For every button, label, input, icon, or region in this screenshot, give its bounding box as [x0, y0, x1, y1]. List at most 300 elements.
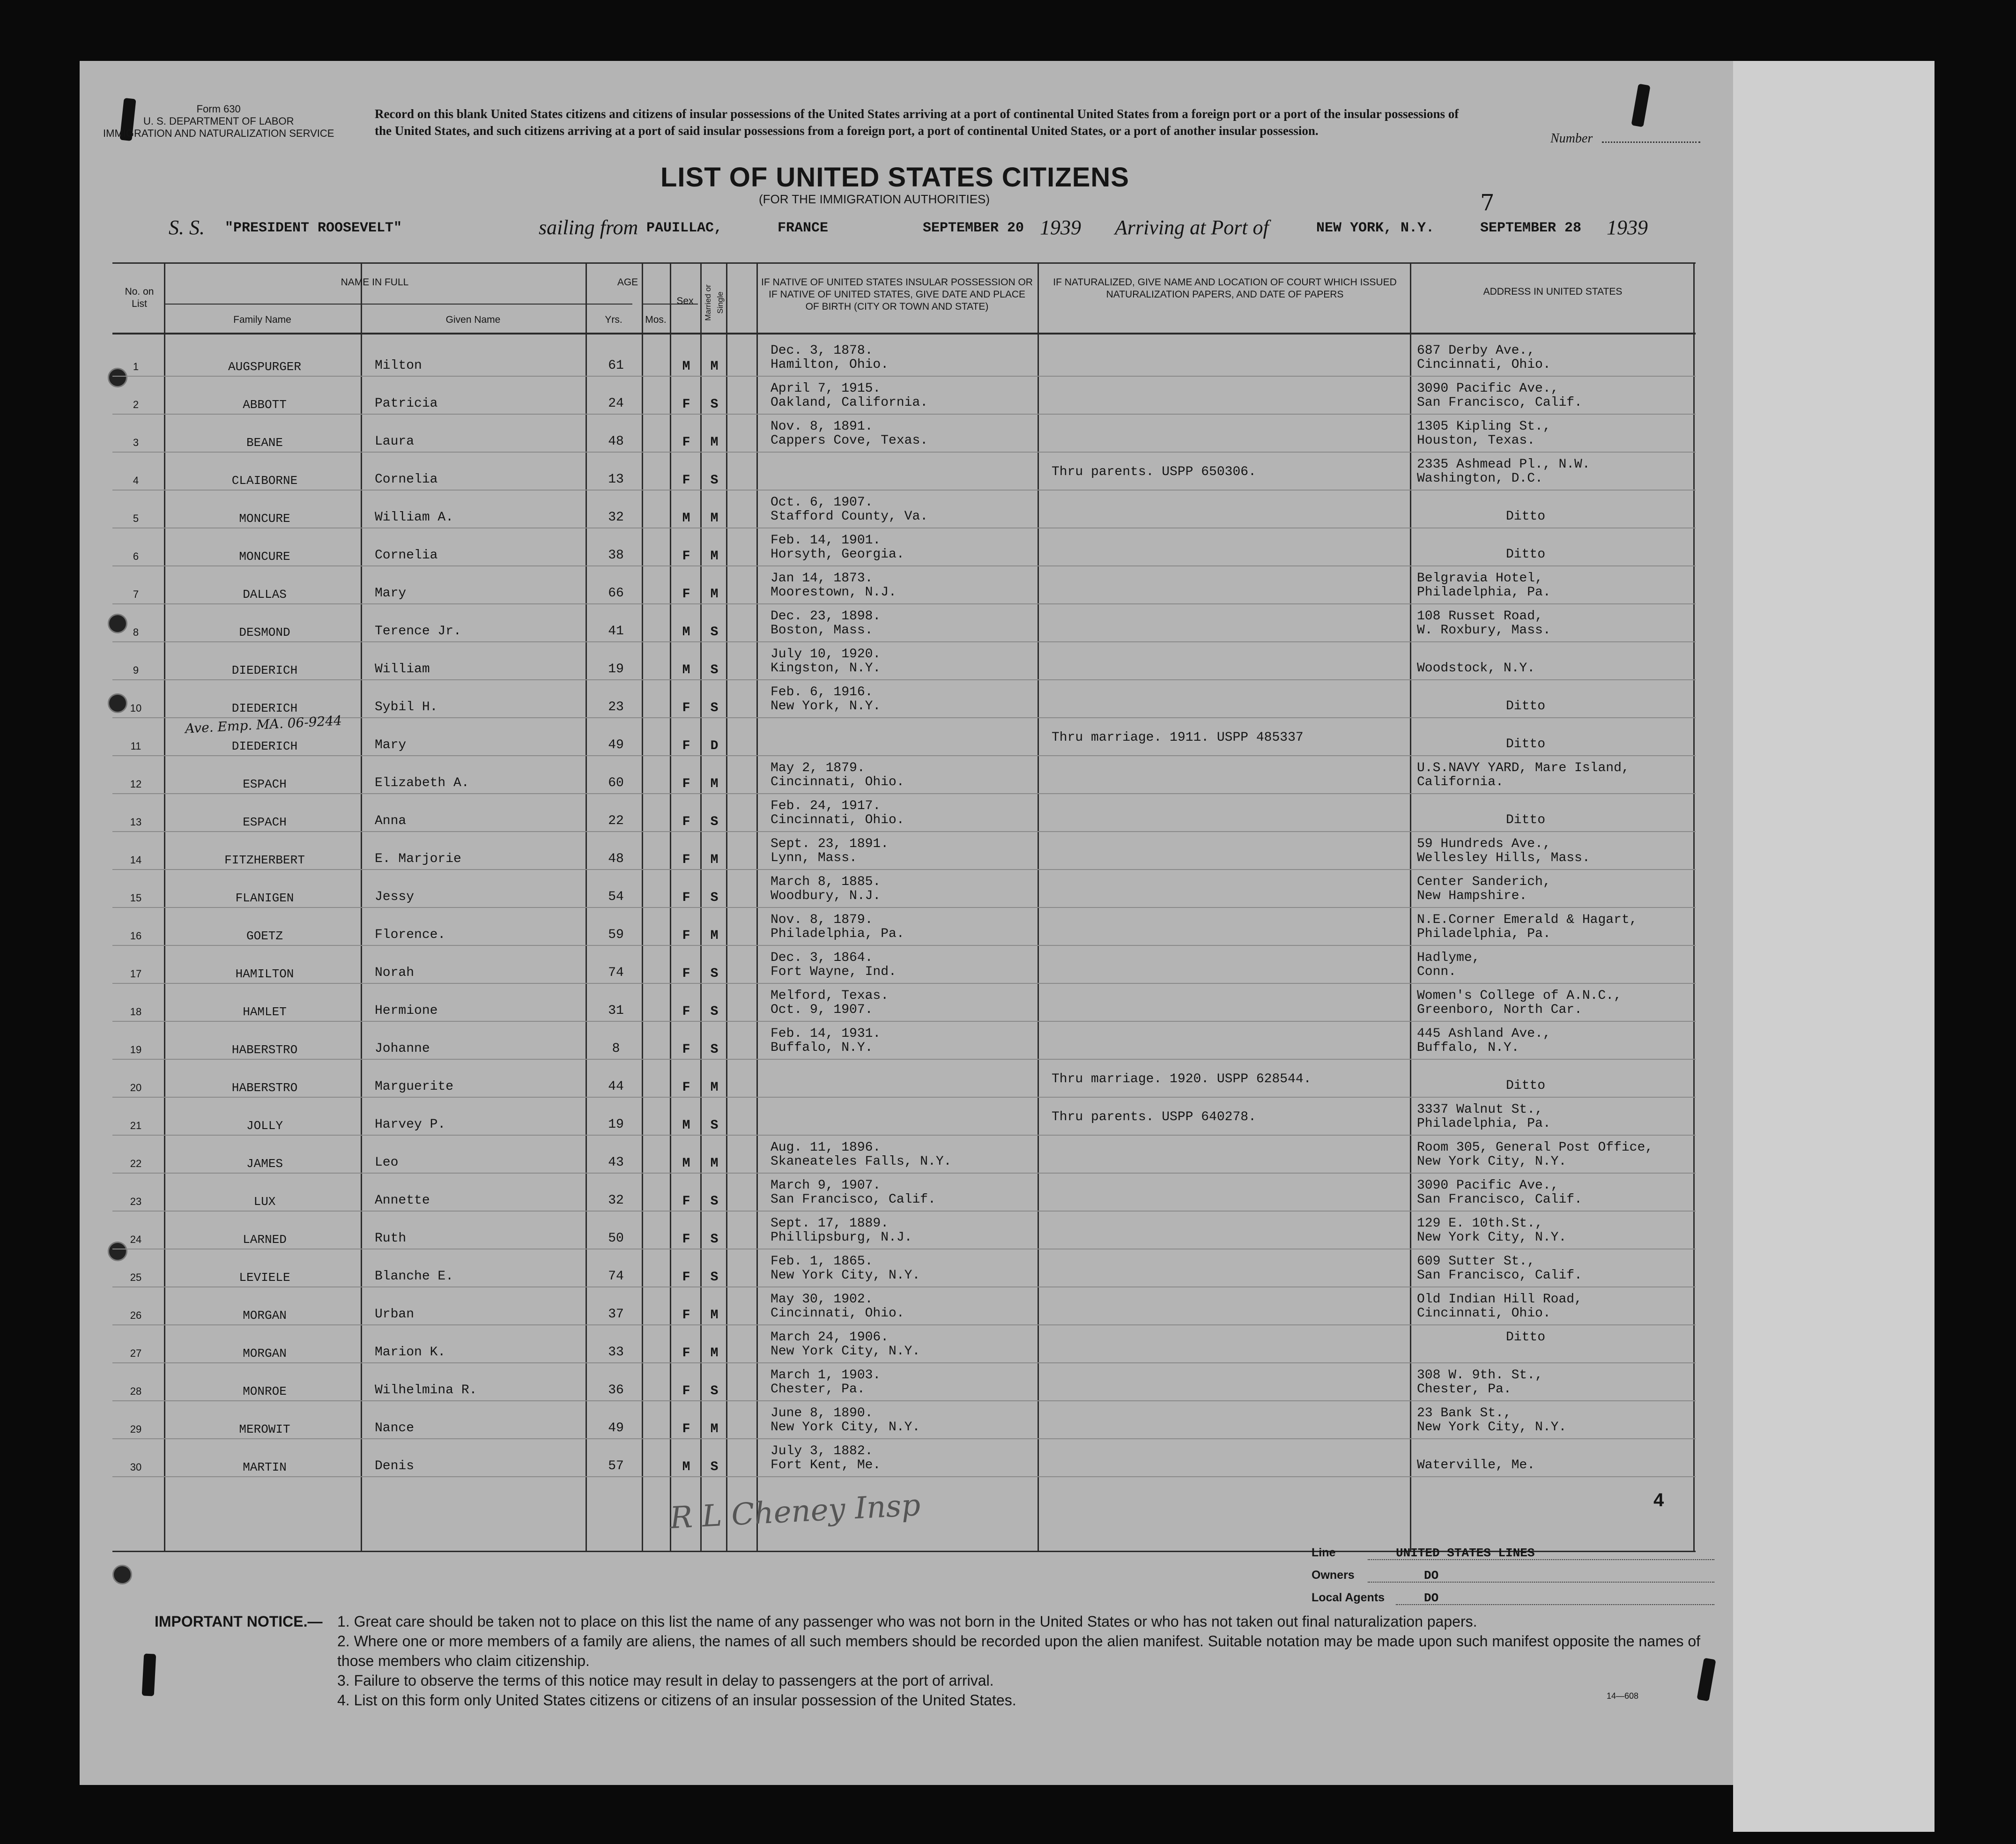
cell-addr2: San Francisco, Calif. [1417, 1192, 1582, 1207]
col-divider [670, 262, 671, 1551]
departure-country: FRANCE [778, 220, 829, 236]
col-header-years: Yrs. [605, 314, 623, 325]
form-identifier [103, 103, 334, 140]
cell-given: Annette [375, 1193, 430, 1208]
cell-addr2: Wellesley Hills, Mass. [1417, 851, 1590, 865]
row-divider [112, 755, 1696, 756]
cell-addr2: Waterville, Me. [1417, 1458, 1535, 1472]
cell-addr2: California. [1417, 775, 1504, 789]
handwritten-row10-note: Ave. Emp. MA. 06-9244 [185, 713, 342, 736]
cell-age: 33 [608, 1345, 624, 1360]
cell-family: JOLLY [246, 1119, 283, 1133]
cell-family: MARTIN [243, 1460, 287, 1474]
cell-age: 60 [608, 776, 624, 790]
punch-hole [112, 1565, 132, 1584]
cell-ms: M [710, 1156, 719, 1171]
cell-birth1: Dec. 23, 1898. [771, 609, 881, 624]
row-divider [112, 1097, 1696, 1098]
cell-addr2: Ditto [1506, 1078, 1546, 1093]
cell-family: MONCURE [239, 512, 290, 526]
cell-birth2: Cincinnati, Ohio. [771, 813, 904, 827]
cell-family: MORGAN [243, 1309, 287, 1323]
cell-given: William [375, 662, 430, 677]
cell-ms: S [710, 625, 719, 639]
cell-addr2: San Francisco, Calif. [1417, 395, 1582, 410]
cell-no: 28 [130, 1385, 142, 1397]
cell-addr2: Cincinnati, Ohio. [1417, 1306, 1551, 1321]
row-divider [112, 831, 1696, 832]
row-divider [112, 1211, 1696, 1212]
name-subheader-line [164, 304, 632, 305]
cell-sex: F [682, 1270, 690, 1285]
form-number: Form 630 [196, 103, 241, 115]
cell-given: Jessy [375, 890, 415, 904]
cell-given: Norah [375, 966, 415, 980]
cell-no: 1 [133, 361, 139, 372]
owners-field-rule [1368, 1582, 1714, 1583]
cell-family: MORGAN [243, 1346, 287, 1361]
col-header-address: ADDRESS IN UNITED STATES [1483, 286, 1623, 297]
cell-addr1: Ditto [1506, 1330, 1546, 1345]
cell-birth1: Oct. 6, 1907. [771, 495, 873, 510]
cell-age: 48 [608, 434, 624, 449]
cell-age: 32 [608, 510, 624, 525]
cell-birth1: Feb. 14, 1931. [771, 1026, 881, 1041]
col-divider [1693, 262, 1695, 1551]
col-header-family-name: Family Name [233, 314, 291, 325]
row-divider [112, 869, 1696, 870]
cell-sex: F [682, 587, 690, 602]
cell-addr1: 445 Ashland Ave., [1417, 1026, 1551, 1041]
cell-birth1: Aug. 11, 1896. [771, 1140, 881, 1155]
cell-sex: F [682, 815, 690, 829]
number-field-line [1602, 141, 1700, 143]
row-divider [112, 793, 1696, 794]
cell-birth1: Nov. 8, 1891. [771, 419, 873, 434]
cell-ms: M [710, 549, 719, 564]
cell-ms: S [710, 1194, 719, 1209]
cell-ms: S [710, 815, 719, 829]
cell-addr1: U.S.NAVY YARD, Mare Island, [1417, 761, 1630, 775]
cell-family: FLANIGEN [235, 891, 294, 905]
cell-ms: M [710, 929, 719, 943]
cell-ms: S [710, 1042, 719, 1057]
col-header-given-name: Given Name [445, 314, 501, 325]
important-notice [155, 1612, 1714, 1710]
cell-birth1: May 2, 1879. [771, 761, 865, 775]
cell-sex: F [682, 1232, 690, 1247]
cell-addr1: 23 Bank St., [1417, 1406, 1512, 1420]
local-agents-label: Local Agents [1312, 1591, 1385, 1604]
arriving-label: Arriving at Port of [1115, 216, 1269, 239]
row-divider [112, 1286, 1696, 1287]
cell-family: HAMILTON [235, 967, 294, 981]
cell-sex: F [682, 777, 690, 791]
cell-birth2: New York City, N.Y. [771, 1344, 920, 1359]
cell-addr1: 687 Derby Ave., [1417, 343, 1535, 358]
row-divider [112, 1362, 1696, 1363]
cell-no: 24 [130, 1234, 142, 1245]
cell-given: Marion K. [375, 1345, 446, 1360]
cell-family: JAMES [246, 1157, 283, 1171]
cell-birth2: Boston, Mass. [771, 623, 873, 638]
cell-ms: M [710, 1080, 719, 1095]
cell-given: Cornelia [375, 472, 438, 487]
cell-birth1: Feb. 24, 1917. [771, 799, 881, 813]
row-divider [112, 907, 1696, 908]
cell-addr1: 609 Sutter St., [1417, 1254, 1535, 1269]
cell-addr1: 308 W. 9th. St., [1417, 1368, 1543, 1383]
cell-given: Marguerite [375, 1079, 454, 1094]
table-top-border [112, 262, 1696, 264]
notice-item: 3. Failure to observe the terms of this notice may result in delay to passengers at the port of arrival. [337, 1672, 994, 1689]
cell-age: 8 [612, 1041, 620, 1056]
arrival-port: NEW YORK, N.Y. [1316, 220, 1435, 236]
cell-given: Terence Jr. [375, 624, 461, 639]
row-divider [112, 983, 1696, 984]
owners-label: Owners [1312, 1569, 1355, 1582]
cell-age: 54 [608, 890, 624, 904]
cell-sex: F [682, 435, 690, 450]
service-name: IMMIGRATION AND NATURALIZATION SERVICE [103, 127, 334, 139]
cell-birth1: Sept. 23, 1891. [771, 837, 889, 851]
cell-family: CLAIBORNE [231, 474, 298, 488]
cell-addr2: Ditto [1506, 737, 1546, 751]
cell-sex: F [682, 1004, 690, 1019]
row-divider [112, 717, 1696, 718]
cell-no: 13 [130, 816, 142, 828]
cell-birth2: Oct. 9, 1907. [771, 1003, 873, 1017]
cell-addr2: Chester, Pa. [1417, 1382, 1512, 1397]
cell-given: Blanche E. [375, 1269, 454, 1284]
cell-addr1: 2335 Ashmead Pl., N.W. [1417, 457, 1590, 472]
cell-addr2: Woodstock, N.Y. [1417, 661, 1535, 676]
cell-age: 38 [608, 548, 624, 563]
cell-given: William A. [375, 510, 454, 525]
notice-item: 4. List on this form only United States citizens or citizens of an insular possession of the United States. [337, 1692, 1016, 1709]
cell-sex: F [682, 1384, 690, 1398]
owners-value: DO [1424, 1569, 1439, 1583]
cell-no: 5 [133, 513, 139, 524]
col-header-birth: IF NATIVE OF UNITED STATES INSULAR POSSESSION OR IF NATIVE OF UNITED STATES, GIVE DATE AND PLACE OF BIRTH (CITY OR TOWN AND STATE) [761, 277, 1033, 312]
col-header-married-single: Married or Single [704, 284, 725, 321]
cell-given: Harvey P. [375, 1117, 446, 1132]
cell-sex: M [682, 1156, 690, 1171]
cell-sex: F [682, 1422, 690, 1436]
cell-birth2: Woodbury, N.J. [771, 889, 881, 903]
local-agents-value: DO [1424, 1591, 1439, 1605]
cell-age: 32 [608, 1193, 624, 1208]
cell-addr1: Center Sanderich, [1417, 875, 1551, 889]
cell-birth2: Cincinnati, Ohio. [771, 775, 904, 789]
cell-ms: S [710, 1460, 719, 1474]
cell-no: 29 [130, 1423, 142, 1435]
cell-family: LUX [253, 1195, 276, 1209]
cell-family: LEVIELE [239, 1271, 290, 1285]
cell-sex: F [682, 853, 690, 867]
cell-birth1: Feb. 6, 1916. [771, 685, 873, 699]
cell-given: Patricia [375, 396, 438, 411]
cell-nat: Thru marriage. 1920. USPP 628544. [1052, 1072, 1312, 1086]
cell-ms: M [710, 435, 719, 450]
cell-age: 44 [608, 1079, 624, 1094]
cell-addr2: Philadelphia, Pa. [1417, 585, 1551, 600]
departure-port: PAUILLAC, [646, 220, 723, 236]
cell-ms: M [710, 1422, 719, 1436]
cell-birth1: April 7, 1915. [771, 381, 881, 396]
cell-nat: Thru parents. USPP 650306. [1052, 465, 1256, 479]
row-divider [112, 603, 1696, 604]
cell-birth1: Dec. 3, 1878. [771, 343, 873, 358]
ss-label: S. S. [169, 216, 205, 239]
cell-birth2: Chester, Pa. [771, 1382, 865, 1397]
cell-ms: S [710, 701, 719, 715]
cell-birth2: Cappers Cove, Texas. [771, 433, 928, 448]
cell-family: MEROWIT [239, 1422, 290, 1436]
cell-birth2: San Francisco, Calif. [771, 1192, 936, 1207]
cell-ms: M [710, 853, 719, 867]
row-divider [112, 452, 1696, 453]
cell-no: 12 [130, 778, 142, 790]
cell-no: 17 [130, 968, 142, 980]
cell-given: Laura [375, 434, 415, 449]
col-divider [726, 262, 727, 1551]
cell-given: Johanne [375, 1041, 430, 1056]
cell-age: 22 [608, 814, 624, 828]
cell-age: 48 [608, 852, 624, 866]
passenger-table [112, 262, 1696, 1551]
cell-birth1: Sept. 17, 1889. [771, 1216, 889, 1231]
binder-mark [142, 1653, 156, 1696]
cell-family: MONROE [243, 1384, 287, 1398]
cell-given: Mary [375, 738, 407, 752]
cell-given: Leo [375, 1155, 399, 1170]
cell-age: 74 [608, 966, 624, 980]
notice-item: 2. Where one or more members of a family are aliens, the names of all such members should be recorded upon the alien manifest. Suitable notation may be made upon such manifest opposite the names of those members who claim citizenship. [337, 1633, 1701, 1669]
col-divider [756, 262, 758, 1551]
cell-addr2: Greenboro, North Car. [1417, 1003, 1582, 1017]
cell-birth1: Feb. 1, 1865. [771, 1254, 873, 1269]
cell-given: Nance [375, 1421, 415, 1435]
cell-no: 20 [130, 1082, 142, 1093]
cell-addr1: 59 Hundreds Ave., [1417, 837, 1551, 851]
cell-age: 19 [608, 662, 624, 677]
col-header-naturalized: IF NATURALIZED, GIVE NAME AND LOCATION OF COURT WHICH ISSUED NATURALIZATION PAPERS, AND DATE OF PAPERS [1053, 277, 1397, 300]
cell-no: 7 [133, 588, 139, 600]
cell-addr2: Ditto [1506, 699, 1546, 714]
cell-ms: M [710, 777, 719, 791]
cell-no: 19 [130, 1044, 142, 1056]
cell-sex: F [682, 701, 690, 715]
cell-age: 13 [608, 472, 624, 487]
cell-addr2: Cincinnati, Ohio. [1417, 357, 1551, 372]
cell-birth1: July 3, 1882. [771, 1444, 873, 1458]
page-title: LIST OF UNITED STATES CITIZENS [660, 162, 1129, 193]
departure-date: SEPTEMBER 20 [923, 220, 1024, 236]
cell-no: 25 [130, 1271, 142, 1283]
cell-no: 11 [130, 740, 141, 752]
cell-birth1: May 30, 1902. [771, 1292, 873, 1307]
cell-birth2: Phillipsburg, N.J. [771, 1230, 912, 1245]
row-divider [112, 1135, 1696, 1136]
cell-family: DIEDERICH [231, 701, 298, 715]
cell-no: 18 [130, 1006, 142, 1018]
cell-no: 27 [130, 1347, 142, 1359]
line-value: UNITED STATES LINES [1396, 1546, 1535, 1560]
cell-nat: Thru marriage. 1911. USPP 485337 [1052, 730, 1304, 745]
col-header-number: No. on List [125, 286, 154, 309]
cell-addr2: Ditto [1506, 813, 1546, 827]
cell-no: 15 [130, 892, 142, 904]
row-divider [112, 376, 1696, 377]
cell-no: 30 [130, 1461, 142, 1473]
cell-sex: F [682, 397, 690, 412]
cell-addr1: Room 305, General Post Office, [1417, 1140, 1653, 1155]
cell-sex: M [682, 1118, 690, 1133]
adjacent-sheet-edge [1733, 61, 1934, 1832]
cell-addr2: New York City, N.Y. [1417, 1420, 1567, 1435]
col-header-sex: Sex [676, 296, 694, 306]
cell-family: HABERSTRO [231, 1043, 298, 1057]
cell-birth2: New York City, N.Y. [771, 1420, 920, 1435]
arrival-date: SEPTEMBER 28 [1480, 220, 1582, 236]
row-divider [112, 1476, 1696, 1477]
number-label: Number [1550, 131, 1593, 146]
cell-birth2: New York City, N.Y. [771, 1268, 920, 1283]
col-header-months: Mos. [645, 314, 667, 325]
cell-family: HABERSTRO [231, 1081, 298, 1095]
cell-ms: M [710, 359, 719, 374]
cell-age: 59 [608, 928, 624, 942]
cell-sex: F [682, 891, 690, 905]
cell-family: GOETZ [246, 929, 283, 943]
row-divider [112, 1438, 1696, 1439]
cell-age: 31 [608, 1004, 624, 1018]
cell-age: 74 [608, 1269, 624, 1284]
cell-birth1: Nov. 8, 1879. [771, 913, 873, 927]
cell-ms: S [710, 473, 719, 488]
cell-addr2: Houston, Texas. [1417, 433, 1535, 448]
row-divider [112, 641, 1696, 642]
cell-birth2: Kingston, N.Y. [771, 661, 881, 676]
cell-birth1: March 1, 1903. [771, 1368, 881, 1383]
cell-family: ABBOTT [243, 398, 287, 412]
col-divider [642, 262, 643, 1551]
cell-ms: S [710, 1384, 719, 1398]
cell-age: 49 [608, 1421, 624, 1435]
cell-addr1: Old Indian Hill Road, [1417, 1292, 1582, 1307]
sailing-from-label: sailing from [539, 216, 638, 239]
cell-birth1: Jan 14, 1873. [771, 571, 873, 586]
line-label: Line [1312, 1546, 1336, 1559]
cell-ms: D [710, 739, 719, 753]
cell-addr2: Ditto [1506, 509, 1546, 524]
cell-birth2: Skaneateles Falls, N.Y. [771, 1154, 952, 1169]
cell-birth1: Feb. 14, 1901. [771, 533, 881, 548]
col-divider [361, 262, 362, 1551]
cell-addr1: 3090 Pacific Ave., [1417, 1178, 1559, 1193]
cell-given: Anna [375, 814, 407, 828]
cell-birth2: Lynn, Mass. [771, 851, 857, 865]
page-subtitle: (FOR THE IMMIGRATION AUTHORITIES) [759, 192, 990, 206]
department-name: U. S. DEPARTMENT OF LABOR [143, 115, 294, 127]
cell-no: 23 [130, 1196, 142, 1207]
cell-birth2: Oakland, California. [771, 395, 928, 410]
cell-no: 6 [133, 550, 139, 562]
cell-age: 19 [608, 1117, 624, 1132]
cell-no: 21 [130, 1120, 142, 1131]
cell-nat: Thru parents. USPP 640278. [1052, 1110, 1256, 1124]
cell-age: 57 [608, 1459, 624, 1473]
cell-birth2: Horsyth, Georgia. [771, 547, 904, 562]
cell-family: HAMLET [243, 1005, 287, 1019]
row-divider [112, 1059, 1696, 1060]
cell-no: 8 [133, 626, 139, 638]
ship-name: "PRESIDENT ROOSEVELT" [225, 220, 402, 236]
cell-ms: M [710, 587, 719, 602]
cell-birth1: March 24, 1906. [771, 1330, 889, 1345]
cell-ms: S [710, 1004, 719, 1019]
cell-sex: F [682, 1346, 690, 1361]
cell-family: ESPACH [243, 815, 287, 829]
cell-sex: F [682, 473, 690, 488]
cell-sex: F [682, 1042, 690, 1057]
row-divider [112, 1173, 1696, 1174]
cell-family: MONCURE [239, 550, 290, 564]
departure-year: 1939 [1040, 216, 1081, 239]
cell-addr1: Women's College of A.N.C., [1417, 989, 1622, 1003]
cell-age: 61 [608, 358, 624, 373]
cell-family: DESMOND [239, 625, 290, 639]
notice-item: 1. Great care should be taken not to place on this list the name of any passenger who was not born in the United States or who has not taken out final naturalization papers. [337, 1613, 1477, 1630]
row-divider [112, 565, 1696, 566]
cell-given: Florence. [375, 928, 446, 942]
cell-addr2: San Francisco, Calif. [1417, 1268, 1582, 1283]
cell-ms: M [710, 511, 719, 526]
cell-birth2: Buffalo, N.Y. [771, 1041, 873, 1055]
cell-addr2: Buffalo, N.Y. [1417, 1041, 1519, 1055]
cell-addr1: 3337 Walnut St., [1417, 1102, 1543, 1117]
col-divider [164, 262, 165, 1551]
cell-birth1: Melford, Texas. [771, 989, 889, 1003]
row-divider [112, 1021, 1696, 1022]
cell-birth1: June 8, 1890. [771, 1406, 873, 1420]
cell-addr2: Washington, D.C. [1417, 471, 1543, 486]
cell-age: 50 [608, 1231, 624, 1246]
cell-addr1: N.E.Corner Emerald & Hagart, [1417, 913, 1638, 927]
cell-sex: M [682, 1460, 690, 1474]
cell-no: 26 [130, 1309, 142, 1321]
cell-sex: F [682, 739, 690, 753]
page-number: 4 [1653, 1490, 1664, 1510]
cell-sex: M [682, 511, 690, 526]
row-divider [112, 414, 1696, 415]
cell-given: Ruth [375, 1231, 407, 1246]
agents-field-rule [1396, 1604, 1714, 1605]
cell-no: 22 [130, 1158, 142, 1169]
cell-addr1: 108 Russet Road, [1417, 609, 1543, 624]
cell-ms: M [710, 1346, 719, 1361]
cell-age: 49 [608, 738, 624, 752]
row-divider [112, 1324, 1696, 1325]
col-header-age: AGE [617, 277, 638, 288]
cell-given: Mary [375, 586, 407, 601]
cell-given: Milton [375, 358, 422, 373]
row-divider [112, 490, 1696, 491]
cell-sex: F [682, 549, 690, 564]
cell-age: 66 [608, 586, 624, 601]
cell-addr2: Philadelphia, Pa. [1417, 1116, 1551, 1131]
